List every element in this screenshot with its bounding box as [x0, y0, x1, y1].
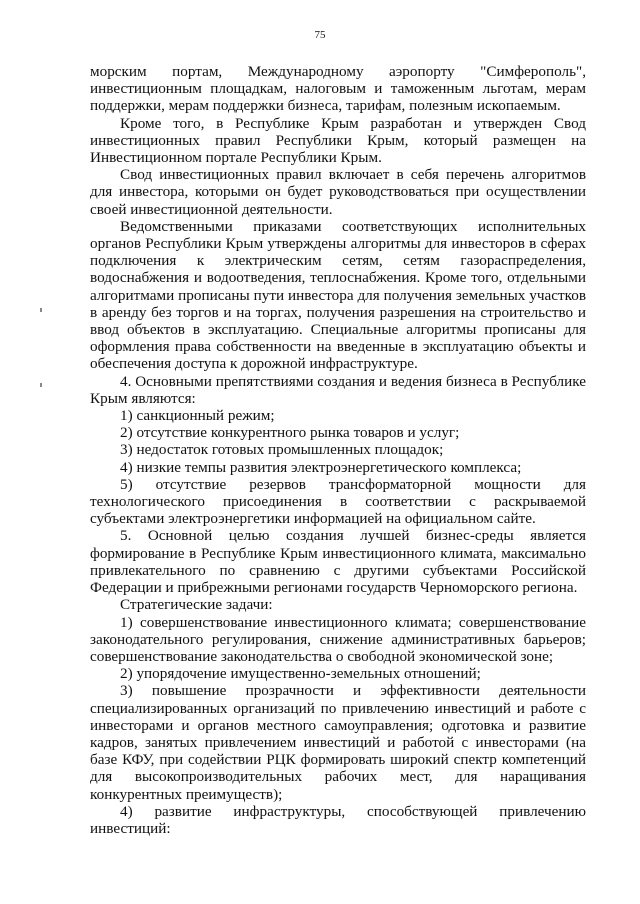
margin-mark [40, 308, 42, 312]
paragraph: Стратегические задачи: [120, 596, 273, 614]
paragraph: морским портам, Международному аэропорту "Симферополь", инвестиционным площадкам, налоговым и таможенным льготам, мерам поддержки, мерам поддержки бизнеса, тарифам, полезным ископаемым. [90, 63, 586, 115]
paragraph: Свод инвестиционных правил включает в себя перечень алгоритмов для инвестора, которыми он будет руководствоваться при осуществлении своей инвестиционной деятельности. [90, 166, 586, 218]
page-number: 75 [314, 29, 326, 41]
list-item: 1) санкционный режим; [120, 407, 275, 425]
list-item: 3) повышение прозрачности и эффективности деятельности специализированных организаций по привлечению инвестиций и работе с инвесторами и органов местного самоуправления; одготовка и развитие кадров, занятых привлечением инвестиций и работой с инвесторами (на базе КФУ, при содействии РЦК формировать широкий спектр компетенций для высокопроизводительных рабочих мест, для наращивания конкурентных преимуществ); [90, 682, 586, 803]
list-item: 2) отсутствие конкурентного рынка товаров и услуг; [120, 424, 460, 442]
section-heading-paragraph: 4. Основными препятствиями создания и ведения бизнеса в Республике Крым являются: [90, 372, 586, 407]
document-body [90, 63, 586, 837]
list-item: 1) совершенствование инвестиционного климата; совершенствование законодательного регулирования, снижение административных барьеров; совершенствование законодательства о свободной экономической зоне; [90, 613, 586, 665]
paragraph: Ведомственными приказами соответствующих исполнительных органов Республики Крым утверждены алгоритмы для инвесторов в сферах подключения к электрическим сетям, сетям газораспределения, водоснабжения и водоотведения, теплоснабжения. Кроме того, отдельными алгоритмами прописаны пути инвестора для получения земельных участков в аренду без торгов и на торгах, получения разрешения на строительство и ввод объектов в эксплуатацию. Специальные алгоритмы прописаны для оформления права собственности на введенные в эксплуатацию объекты и обеспечения доступа к дорожной инфраструктуре. [90, 217, 586, 373]
section-heading-paragraph: 5. Основной целью создания лучшей бизнес-среды является формирование в Республике Крым инвестиционного климата, максимально привлекательного по сравнению с другими субъектами Российской Федерации и прибрежными регионами государств Черноморского региона. [90, 527, 586, 597]
paragraph: Кроме того, в Республике Крым разработан и утвержден Свод инвестиционных правил Республики Крым, который размещен на Инвестиционном портале Республики Крым. [90, 114, 586, 167]
list-item: 4) развитие инфраструктуры, способствующей привлечению инвестиций: [90, 802, 586, 837]
list-item: 3) недостаток готовых промышленных площадок; [120, 441, 444, 459]
list-item: 2) упорядочение имущественно-земельных отношений; [120, 665, 481, 683]
list-item: 5) отсутствие резервов трансформаторной мощности для технологического присоединения в соответствии с раскрываемой субъектами электроэнергетики информацией на официальном сайте. [90, 475, 586, 528]
list-item: 4) низкие темпы развития электроэнергетического комплекса; [120, 458, 522, 476]
margin-mark [40, 383, 42, 387]
